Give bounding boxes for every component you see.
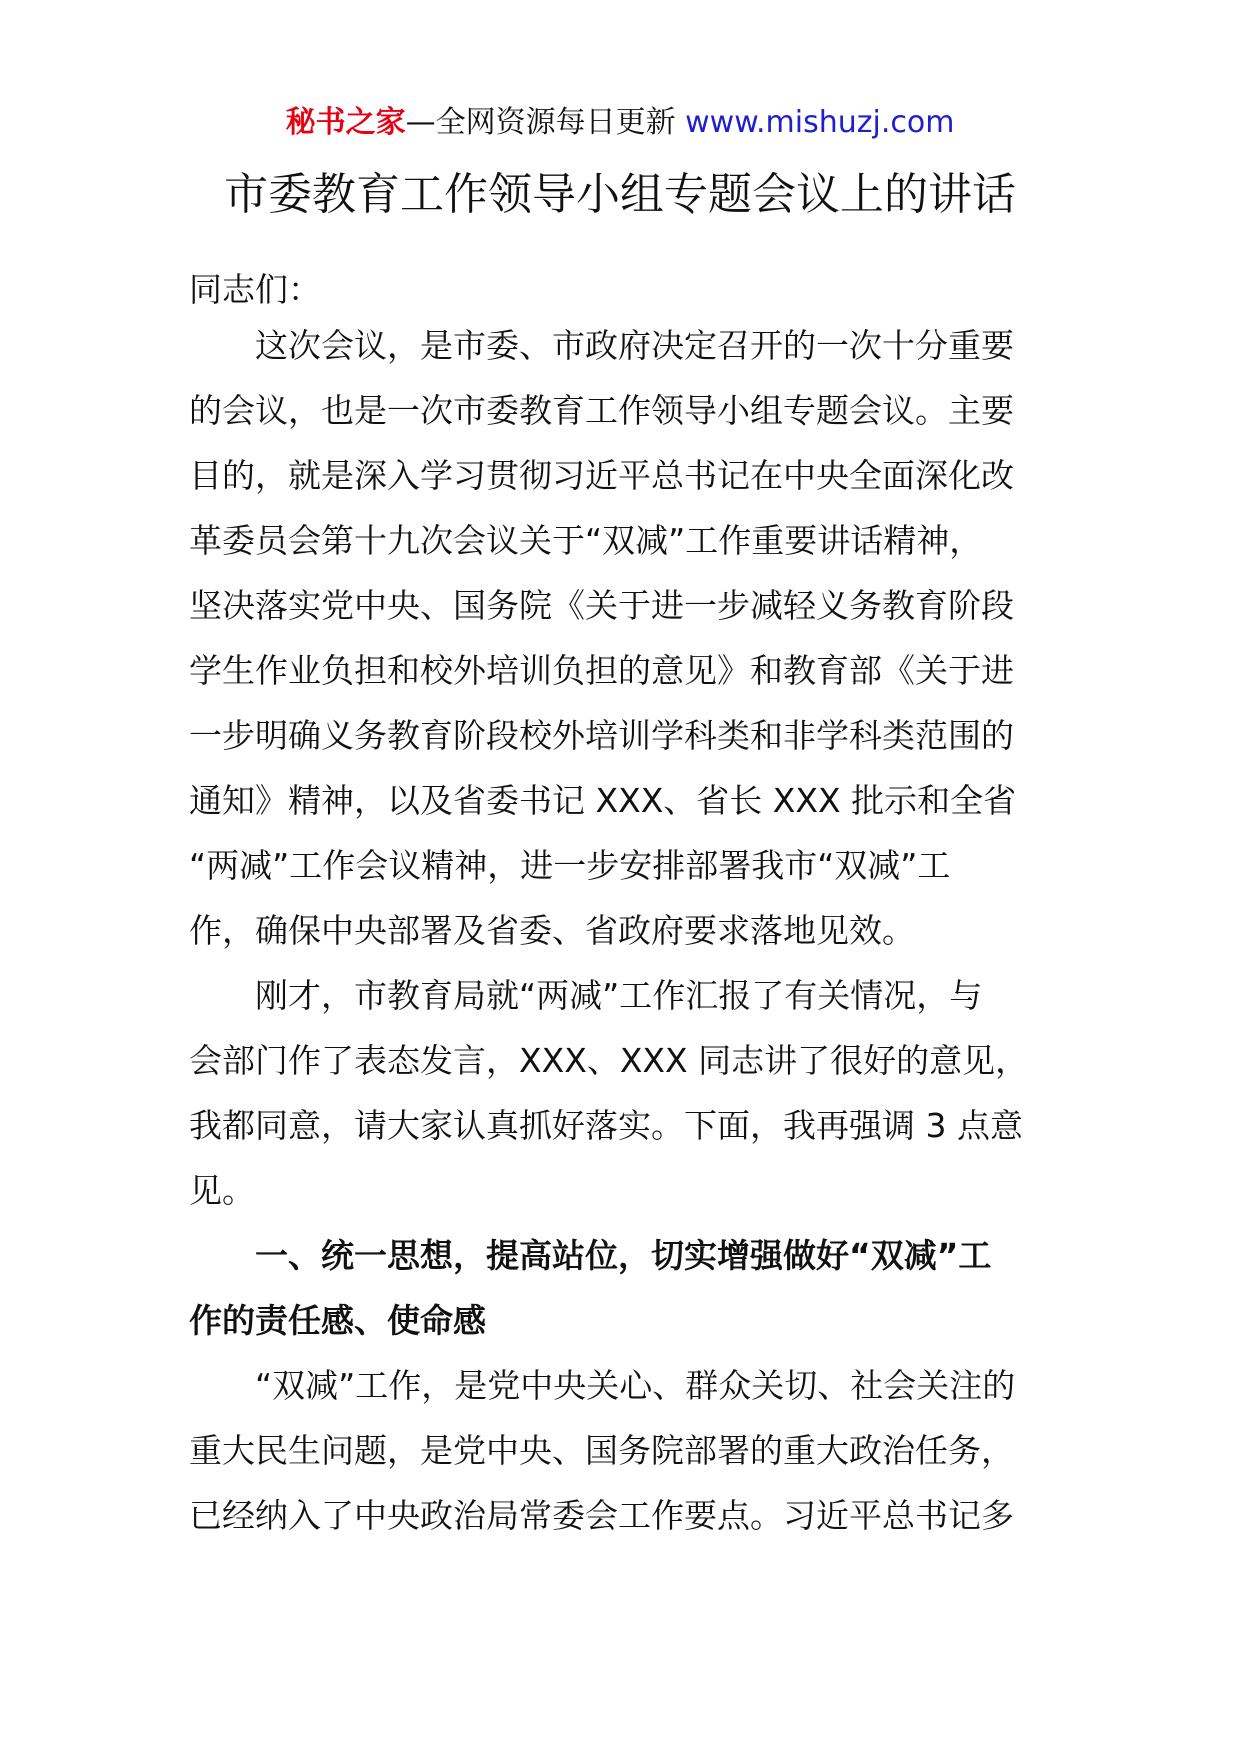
site-url-link[interactable]: www.mishuzj.com: [685, 105, 955, 140]
paragraph-line: 重大民生问题，是党中央、国务院部署的重大政治任务，: [189, 1431, 1014, 1470]
paragraph-line: 通知》精神，以及省委书记 XXX、省长 XXX 批示和全省: [189, 781, 1017, 820]
section-heading: 作的责任感、使命感: [189, 1301, 486, 1340]
header-tagline: —全网资源每日更新: [405, 105, 686, 140]
paragraph-line: 革委员会第十九次会议关于“双减”工作重要讲话精神，: [189, 521, 983, 560]
salutation: 同志们：: [189, 270, 321, 309]
paragraph-line: “双减”工作，是党中央关心、群众关切、社会关注的: [255, 1366, 1016, 1405]
paragraph-line: 一步明确义务教育阶段校外培训学科类和非学科类范围的: [189, 716, 1014, 755]
site-header: [0, 103, 1240, 143]
paragraph-line: 坚决落实党中央、国务院《关于进一步减轻义务教育阶段: [189, 586, 1014, 625]
document-title: 市委教育工作领导小组专题会议上的讲话: [224, 169, 1016, 220]
paragraph-line: 作，确保中央部署及省委、省政府要求落地见效。: [189, 911, 915, 950]
brand-name: 秘书之家: [285, 105, 406, 140]
paragraph-line: 见。: [189, 1171, 255, 1210]
section-heading: 一、统一思想，提高站位，切实增强做好“双减”工: [255, 1236, 992, 1275]
paragraph-line: 会部门作了表态发言，XXX、XXX 同志讲了很好的意见，: [189, 1041, 1029, 1080]
paragraph-line: “两减”工作会议精神，进一步安排部署我市“双减”工: [189, 846, 951, 885]
paragraph-line: 这次会议，是市委、市政府决定召开的一次十分重要: [255, 326, 1014, 365]
paragraph-line: 的会议，也是一次市委教育工作领导小组专题会议。主要: [189, 391, 1014, 430]
paragraph-line: 目的，就是深入学习贯彻习近平总书记在中央全面深化改: [189, 456, 1014, 495]
paragraph-line: 学生作业负担和校外培训负担的意见》和教育部《关于进: [189, 651, 1014, 690]
body-paragraphs: [189, 313, 1069, 1548]
paragraph-line: 我都同意，请大家认真抓好落实。下面，我再强调 3 点意: [189, 1106, 1023, 1145]
paragraph-line: 刚才，市教育局就“两减”工作汇报了有关情况，与: [255, 976, 983, 1015]
paragraph-line: 已经纳入了中央政治局常委会工作要点。习近平总书记多: [189, 1496, 1014, 1535]
